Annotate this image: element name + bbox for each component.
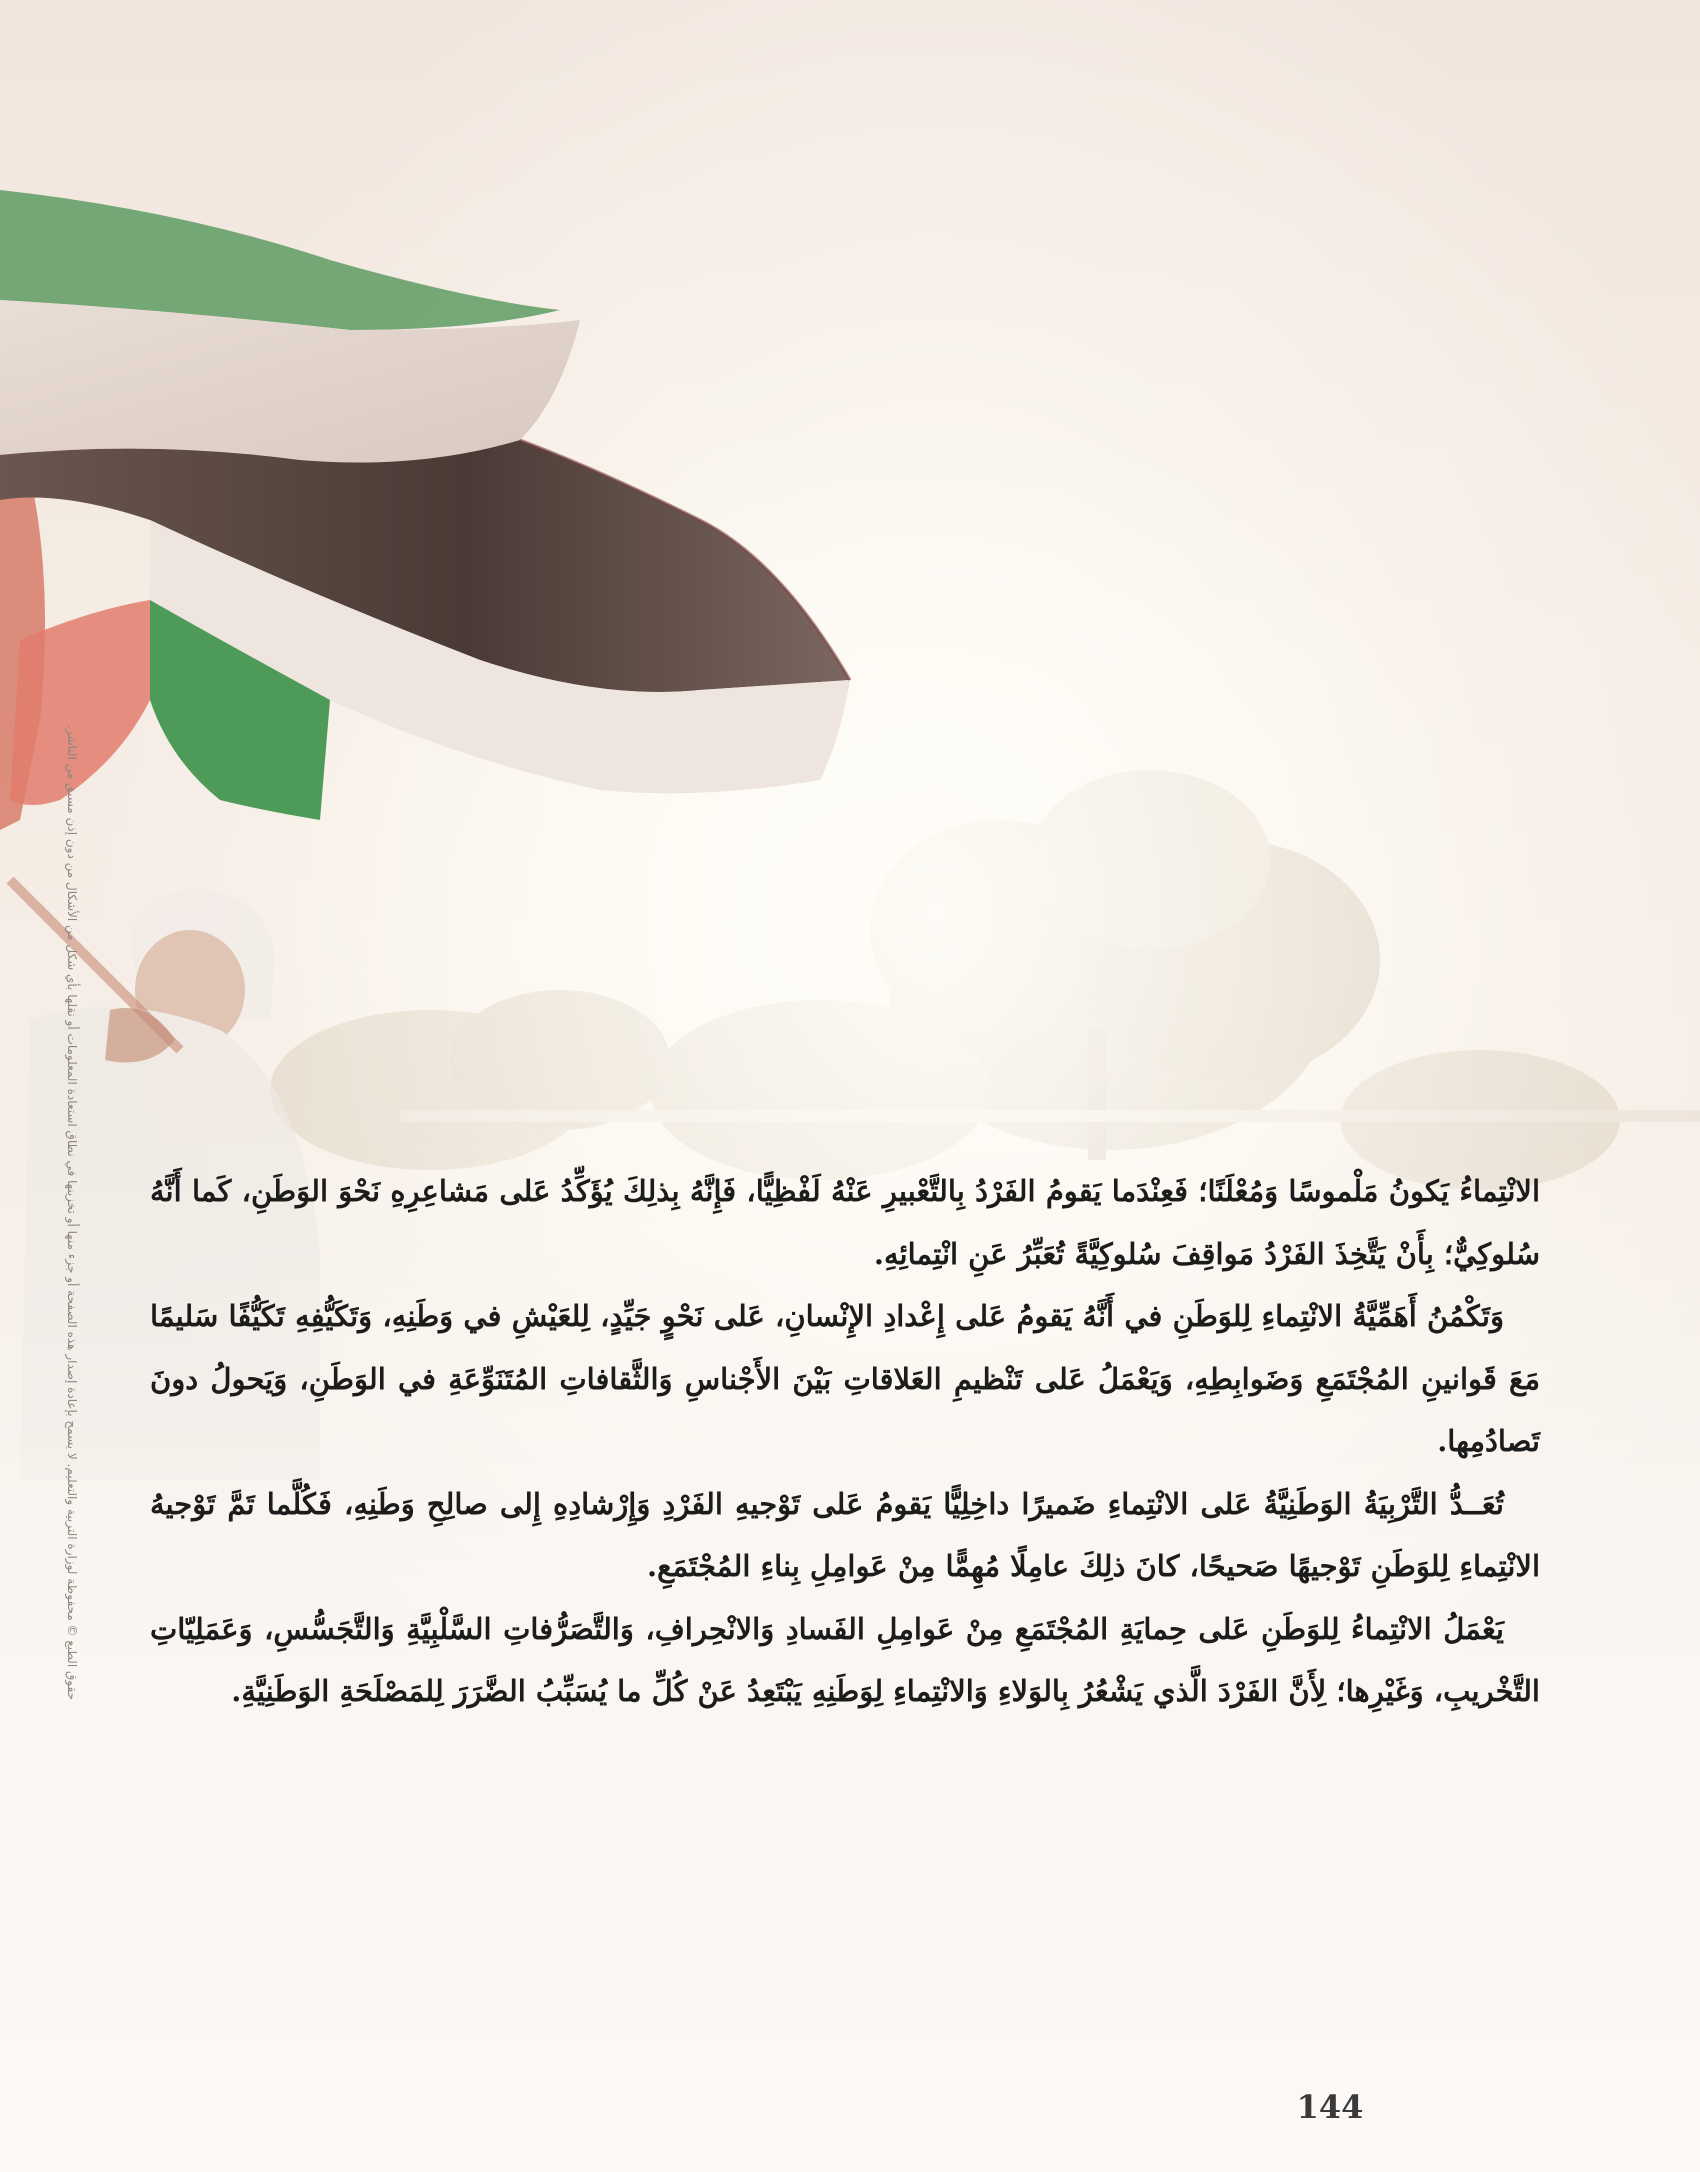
paragraph-3: تُعَــدُّ التَّرْبِيَةُ الوَطَنِيَّةُ عَلى الانْتِماءِ ضَميرًا داخِلِيًّا يَقومُ عَلى تَوْجيهِ الفَرْدِ وَإِرْشادِهِ إِلى صالِحِ وَطَنِهِ، فَكُلَّما تَمَّ تَوْجيهُ الانْتِماءِ لِلوَطَنِ تَوْجيهًا صَحيحًا، كانَ ذلِكَ عامِلًا مُهِمًّا مِنْ عَوامِلِ بِناءِ المُجْتَمَعِ. [150,1486,1540,1583]
lesson-body [150,1160,1540,1723]
copyright-credit: حقوق الطبع © محفوظة لوزارة التربية والتعليم. لا يسمح بإعادة إصدار هذه الصفحة أو جزء منها أو تخزينها في نطاق استعادة المعلومات أو نقلها بأي شكل من الأشكال من دون إذن مسبق من الناشر. [65,725,79,1700]
paragraph-1: الانْتِماءُ يَكونُ مَلْموسًا وَمُعْلَنًا؛ فَعِنْدَما يَقومُ الفَرْدُ بِالتَّعْبيرِ عَنْهُ لَفْظِيًّا، فَإِنَّهُ بِذلِكَ يُؤَكِّدُ عَلى مَشاعِرِهِ نَحْوَ الوَطَنِ، كَما أَنَّهُ سُلوكِيٌّ؛ بِأَنْ يَتَّخِذَ الفَرْدُ مَواقِفَ سُلوكِيَّةً تُعَبِّرُ عَنِ انْتِمائِهِ. [150,1174,1540,1271]
paragraph-2: وَتَكْمُنُ أَهَمِّيَّةُ الانْتِماءِ لِلوَطَنِ في أَنَّهُ يَقومُ عَلى إِعْدادِ الإِنْسانِ، عَلى نَحْوٍ جَيِّدٍ، لِلعَيْشِ في وَطَنِهِ، وَتَكَيُّفِهِ تَكَيُّفًا سَليمًا مَعَ قَوانينِ المُجْتَمَعِ وَضَوابِطِهِ، وَيَعْمَلُ عَلى تَنْظيمِ العَلاقاتِ بَيْنَ الأَجْناسِ وَالثَّقافاتِ المُتَنَوِّعَةِ في الوَطَنِ، وَيَحولُ دونَ تَصادُمِها. [150,1299,1540,1458]
paragraph-4: يَعْمَلُ الانْتِماءُ لِلوَطَنِ عَلى حِمايَةِ المُجْتَمَعِ مِنْ عَوامِلِ الفَسادِ وَالانْحِرافِ، وَالتَّصَرُّفاتِ السَّلْبِيَّةِ وَالتَّجَسُّسِ، وَعَمَلِيّاتِ التَّخْريبِ، وَغَيْرِها؛ لِأَنَّ الفَرْدَ الَّذي يَشْعُرُ بِالوَلاءِ وَالانْتِماءِ لِوَطَنِهِ يَبْتَعِدُ عَنْ كُلِّ ما يُسَبِّبُ الضَّرَرَ لِلمَصْلَحَةِ الوَطَنِيَّةِ. [150,1611,1540,1708]
page-number: 144 [1296,2088,1364,2126]
